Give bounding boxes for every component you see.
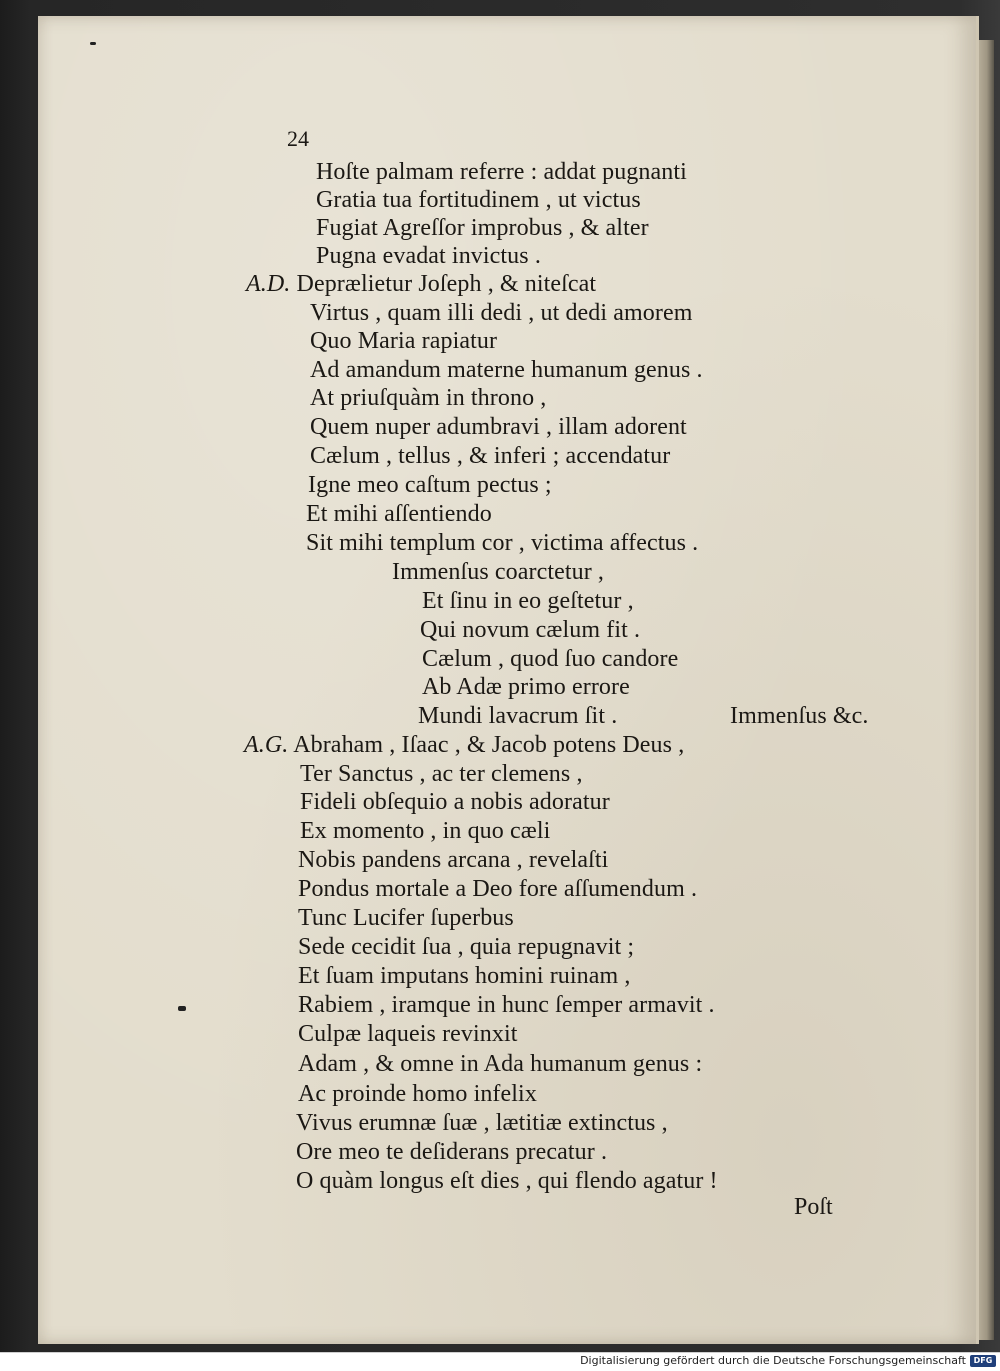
catchword: Poſt xyxy=(794,1194,833,1220)
verse-line: Tunc Lucifer ſuperbus xyxy=(298,905,514,931)
verse-line: Gratia tua fortitudinem , ut victus xyxy=(316,187,641,213)
verse-line: Sit mihi templum cor , victima affectus . xyxy=(306,530,699,556)
verse-line: Ac proinde homo infelix xyxy=(298,1081,537,1107)
verse-line: Ter Sanctus , ac ter clemens , xyxy=(300,761,583,787)
verse-line: Et mihi aſſentiendo xyxy=(306,501,492,527)
verse-line: Ab Adæ primo errore xyxy=(422,674,630,700)
verse-line: Culpæ laqueis revinxit xyxy=(298,1021,518,1047)
verse-line: Adam , & omne in Ada humanum genus : xyxy=(298,1051,703,1077)
verse-line: Mundi lavacrum ſit . xyxy=(418,703,618,729)
verse-line: O quàm longus eſt dies , qui flendo agatur ! xyxy=(296,1168,718,1194)
page-number: 24 xyxy=(287,126,309,151)
verse-line: Cælum , quod ſuo candore xyxy=(422,646,679,672)
dfg-logo: DFG xyxy=(970,1355,996,1367)
verse-line: A.D. Deprælietur Joſeph , & niteſcat xyxy=(246,271,597,297)
verse-line: Vivus erumnæ ſuæ , lætitiæ extinctus , xyxy=(296,1110,668,1136)
verse-line: At priuſquàm in throno , xyxy=(310,385,547,411)
verse-line: Virtus , quam illi dedi , ut dedi amorem xyxy=(310,300,693,326)
footer-credit: Digitalisierung gefördert durch die Deutsche Forschungsgemeinschaft xyxy=(580,1354,966,1367)
verse-line: Pugna evadat invictus . xyxy=(316,243,541,269)
verse-line: Fugiat Agreſſor improbus , & alter xyxy=(316,215,649,241)
verse-line: Qui novum cælum fit . xyxy=(420,617,641,643)
verse-line: Fideli obſequio a nobis adoratur xyxy=(300,789,610,815)
verse-line: A.G. Abraham , Iſaac , & Jacob potens Deus , xyxy=(244,732,685,758)
verse-line: Pondus mortale a Deo fore aſſumendum . xyxy=(298,876,698,902)
verse-line: Hoſte palmam referre : addat pugnanti xyxy=(316,159,687,185)
refrain-cue: Immenſus &c. xyxy=(730,703,869,729)
verse-line: Rabiem , iramque in hunc ſemper armavit . xyxy=(298,992,715,1018)
verse-line: Quo Maria rapiatur xyxy=(310,328,498,354)
speaker-label: A.D. xyxy=(246,271,291,297)
verse-line: Et ſinu in eo geſtetur , xyxy=(422,588,634,614)
verse-line: Quem nuper adumbravi , illam adorent xyxy=(310,414,687,440)
verse-line: Ad amandum materne humanum genus . xyxy=(310,357,703,383)
ink-speck xyxy=(90,42,96,45)
verse-line: Cælum , tellus , & inferi ; accendatur xyxy=(310,443,671,469)
verse-line: Ore meo te deſiderans precatur . xyxy=(296,1139,608,1165)
ink-speck xyxy=(178,1006,186,1011)
speaker-label: A.G. xyxy=(244,732,289,758)
verse-line: Et ſuam imputans homini ruinam , xyxy=(298,963,631,989)
verse-line: Nobis pandens arcana , revelaſti xyxy=(298,847,609,873)
verse-line: Immenſus coarctetur , xyxy=(392,559,605,585)
verse-line: Sede cecidit ſua , quia repugnavit ; xyxy=(298,934,635,960)
verse-line: Igne meo caſtum pectus ; xyxy=(308,472,552,498)
verse-line: Ex momento , in quo cæli xyxy=(300,818,551,844)
